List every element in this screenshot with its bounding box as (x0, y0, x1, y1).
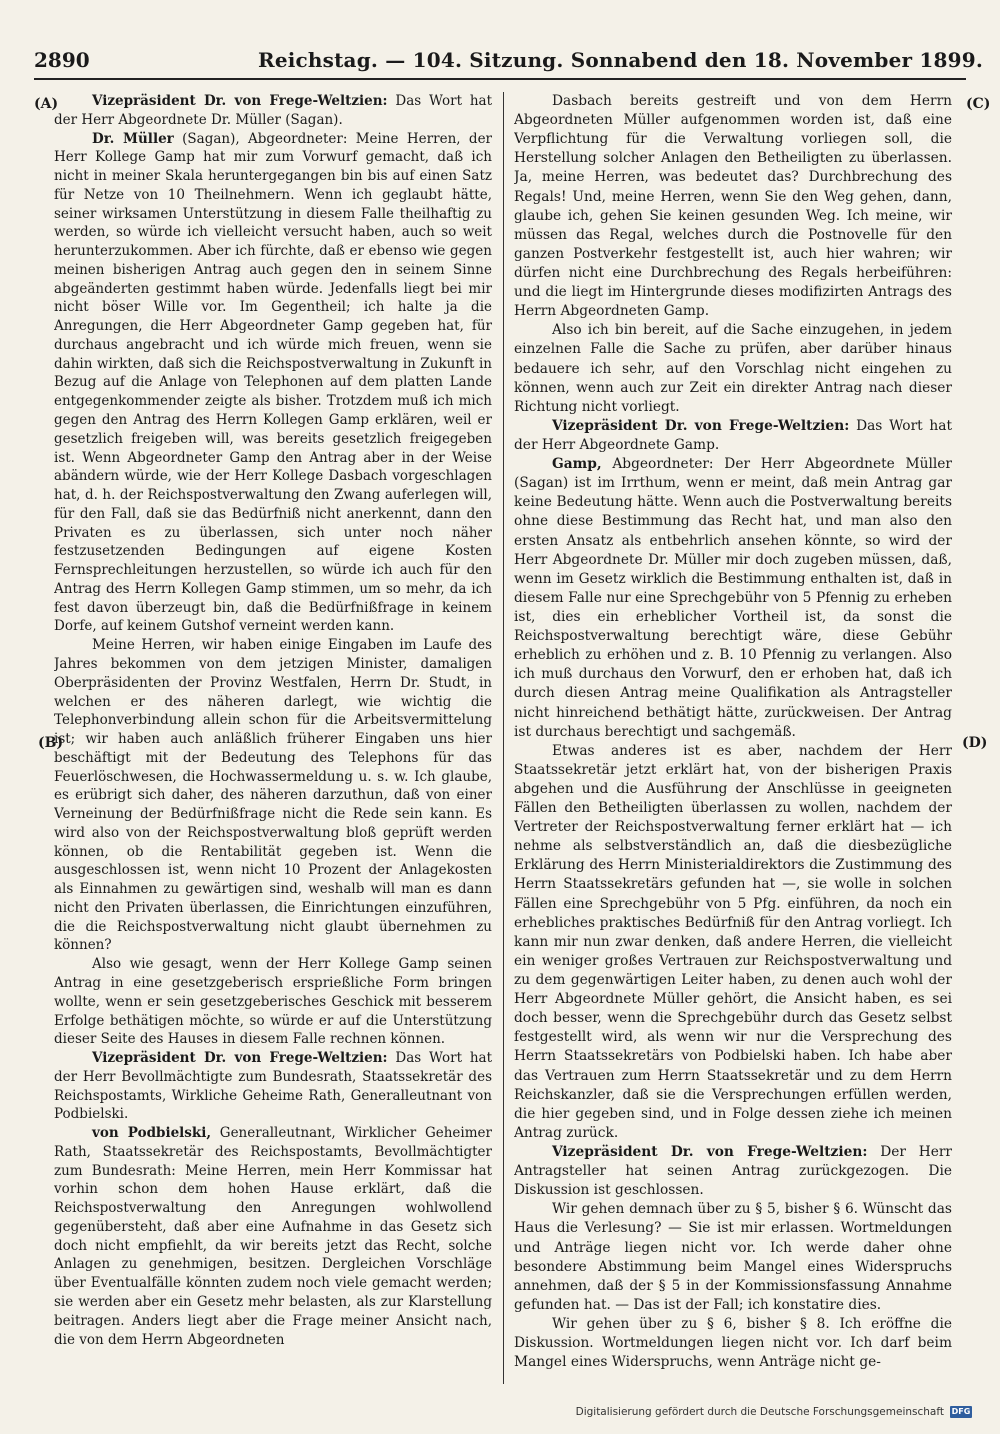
paragraph (514, 1143, 952, 1200)
paragraph-text: Wir gehen über zu § 6, bisher § 8. Ich eröffne die Diskussion. Wortmeldungen liegen nicht vor. Ich darf beim Mangel eines Widerspruchs, wenn Anträge nicht ge- (514, 1316, 952, 1371)
paragraph (514, 417, 952, 455)
paragraph (54, 636, 492, 955)
paragraph (54, 92, 492, 130)
paragraph-text: Das Wort hat der Herr Abgeordnete Dr. Müller (Sagan). (54, 93, 492, 128)
paragraph-text: Wir gehen demnach über zu § 5, bisher § 6. Wünscht das Haus die Verlesung? — Sie ist mir erlassen. Wortmeldungen und Anträge liegen nicht vor. Ich werde daher ohne besondere Abstimmung beim Mangel eines Widerspruchs annehmen, daß der § 5 in der Kommissionsfassung Annahme gefunden hat. — Das ist der Fall; ich konstatire dies. (514, 1201, 952, 1313)
paragraph-text: Der Herr Antragsteller hat seinen Antrag zurückgezogen. Die Diskussion ist geschlossen. (514, 1144, 952, 1199)
header-rule (34, 78, 966, 80)
running-title: Reichstag. — 104. Sitzung. Sonnabend den 18. November 1899. (258, 48, 984, 72)
paragraph-text: Also wie gesagt, wenn der Herr Kollege Gamp seinen Antrag in eine gesetzgeberisch ersprießliche Form bringen wollte, wenn er sein gesetzgeberisches Geschick mit besserem Erfolge bethätigen möchte, so würde er auf die Unterstützung dieser Seite des Hauses in diesem Falle rechnen können. (54, 956, 492, 1048)
paragraph-text: Abgeordneter: Der Herr Abgeordnete Müller (Sagan) ist im Irrthum, wenn er meint, daß mein Antrag gar keine Bedeutung hätte. Wenn auch die Postverwaltung bereits ohne diese Bestimmung das Recht hat, und man also den ersten Ansatz als entbehrlich ansehen könnte, so wird der Herr Abgeordnete Dr. Müller mir doch zugeben müssen, daß, wenn im Gesetz wirklich die Bestimmung enthalten ist, daß in diesem Falle nur eine Sprechgebühr von 5 Pfennig zu erheben ist, dies ein erheblicher Vortheil ist, da sonst die Reichspostverwaltung berechtigt wäre, diese Gebühr erheblich zu erhöhen und z. B. 10 Pfennig zu verlangen. Also ich muß durchaus den Vorwurf, den er erhoben hat, daß ich durch diesen Antrag meine Qualifikation als Antragsteller nicht hinreichend bethätigt hätte, zurückweisen. Der Antrag ist durchaus berechtigt und sachgemäß. (514, 456, 952, 740)
speaker-name: Vizepräsident Dr. von Frege-Weltzien: (92, 1050, 388, 1067)
paragraph (54, 1124, 492, 1349)
page-number: 2890 (34, 48, 90, 72)
paragraph-text: Das Wort hat der Herr Bevollmächtigte zum Bundesrath, Staatssekretär des Reichspostamts, Wirkliche Geheime Rath, Generalleutnant von Podbielski. (54, 1050, 492, 1123)
speaker-name: von Podbielski, (92, 1125, 212, 1142)
speaker-name: Vizepräsident Dr. von Frege-Weltzien: (552, 1144, 868, 1161)
paragraph (514, 321, 952, 417)
paragraph (54, 955, 492, 1049)
paragraph (514, 742, 952, 1143)
paragraph (54, 1049, 492, 1124)
paragraph-text: Generalleutnant, Wirklicher Geheimer Rath, Staatssekretär des Reichspostamts, Bevollmächtigter zum Bundesrath: Meine Herren, mein Herr Kommissar hat vorhin schon dem hohen Hause erklärt, daß die Reichspostverwaltung den Anregungen wohlwollend gegenübersteht, daß aber eine Aufnahme in das Gesetz sich doch nicht empfiehlt, da wir bereits jetzt das Recht, solche Anlagen zu genehmigen, besitzen. Dergleichen Vorschläge über Eventualfälle könnten zudem noch viele gemacht werden; sie werden aber ein Gesetz mehr belasten, als zur Klarstellung beitragen. Anders liegt aber die Frage meiner Ansicht nach, die von dem Herrn Abgeordneten (54, 1125, 492, 1348)
margin-marker-b: (B) (38, 735, 64, 751)
right-column (514, 92, 952, 1384)
paragraph-text: Meine Herren, wir haben einige Eingaben im Laufe des Jahres bekommen von dem jetzigen Minister, damaligen Oberpräsidenten der Provinz Westfalen, Herrn Dr. Studt, in welchen er des näheren darlegt, wie wichtig die Telephonverbindung allein schon für die Arbeitsvermittelung ist; wir haben auch anläßlich früherer Eingaben uns hier beschäftigt mit der Bedeutung des Telephons für das Feuerlöschwesen, die Hochwassermeldung u. s. w. Ich glaube, es erübrigt sich daher, des näheren darzuthun, daß von einer Verneinung der Bedürfnißfrage nicht die Rede sein kann. Es wird also von der Reichspostverwaltung bloß geprüft werden können, ob die Rentabilität gegeben ist. Wenn die ausgeschlossen ist, wenn nicht 10 Prozent der Anlagekosten als Einnahmen zu gewärtigen sind, weshalb will man es dann nicht den Privaten überlassen, die Einrichtungen einzuführen, die die Reichspostverwaltung nicht glaubt übernehmen zu können? (54, 637, 492, 954)
paragraph (54, 130, 492, 637)
paragraph-text: Dasbach bereits gestreift und von dem Herrn Abgeordneten Müller aufgenommen worden ist, daß eine Verpflichtung für die Verwaltung vorliegen soll, die Herstellung solcher Anlagen den Betheiligten zu überlassen. Ja, meine Herren, was bedeutet das? Durchbrechung des Regals! Und, meine Herren, wenn Sie den Weg gehen, dann, glaube ich, gehen Sie keinen gesunden Weg. Ich meine, wir müssen das Regal, welches durch die Postnovelle für den ganzen Postverkehr festgestellt ist, auch hier wahren; wir dürfen nicht eine Durchbrechung des Regals herbeiführen: und die liegt im Hintergrunde dieses modifizirten Antrags des Herrn Abgeordneten Gamp. (514, 93, 952, 320)
speaker-name: Gamp, (552, 456, 602, 473)
page-footer (576, 1402, 972, 1422)
margin-marker-d: (D) (962, 735, 988, 751)
margin-marker-c: (C) (966, 96, 991, 112)
margin-marker-a: (A) (34, 96, 59, 112)
paragraph-text: Etwas anderes ist es aber, nachdem der Herr Staatssekretär jetzt erklärt hat, von der bisherigen Praxis abgehen und die Ausführung der Anschlüsse in geeigneten Fällen den Betheiligten überlassen zu wollen, nachdem der Vertreter der Reichspostverwaltung ferner erklärt hat — ich nehme als selbstverständlich an, daß die diesbezügliche Erklärung des Herrn Ministerialdirektors die Zustimmung des Herrn Staatssekretärs gefunden hat —, sie wolle in solchen Fällen eine Sprechgebühr von 5 Pfg. einführen, da noch ein erhebliches praktisches Bedürfniß für den Antrag vorliegt. Ich kann mir nun zwar denken, daß andere Herren, die vielleicht ein weniger großes Vertrauen zur Reichspostverwaltung und zu dem gegenwärtigen Leiter haben, zu denen auch wohl der Herr Abgeordnete Müller gehört, die Ansicht haben, es sei doch besser, wenn die Sprechgebühr durch das Gesetz selbst festgestellt wird, als wenn wir nur die Versprechung des Herrn Staatssekretärs von Podbielski haben. Ich habe aber das Vertrauen zum Herrn Staatssekretär und zu dem Herrn Reichskanzler, daß sie die Versprechungen erfüllen werden, die hier gegeben sind, und in Folge dessen ziehe ich meinen Antrag zurück. (514, 742, 952, 1141)
paragraph-text: (Sagan), Abgeordneter: Meine Herren, der Herr Kollege Gamp hat mir zum Vorwurf gemacht, daß ich nicht in meiner Skala heruntergegangen bin bis auf einen Satz für Netze von 10 Theilnehmern. Wenn ich geglaubt hätte, seiner wirksamen Unterstützung in diesem Falle theilhaftig zu werden, so würde ich vielleicht versucht haben, auch so weit herunterzukommen. Aber ich fürchte, daß er ebenso wie gegen meinen bisherigen Antrag auch gegen den in seinem Sinne abgeänderten gestimmt haben würde. Jedenfalls liegt bei mir nicht böser Wille vor. Im Gegentheil; ich halte ja die Anregungen, die Herr Abgeordneter Gamp gegeben hat, für durchaus angebracht und ich würde mich freuen, wenn sie dahin wirkten, daß sich die Reichspostverwaltung in Zukunft in Bezug auf die Anlage von Telephonen auf dem platten Lande entgegenkommender zeigte als bisher. Trotzdem muß ich mich gegen den Antrag des Herrn Kollegen Gamp erklären, weil er gesetzlich freigeben will, was bereits gesetzlich freigegeben ist. Wenn Abgeordneter Gamp den Antrag aber in der Weise abändern würde, wie der Herr Kollege Dasbach vorgeschlagen hat, d. h. der Reichspostverwaltung den Zwang auferlegen will, für den Fall, daß sie das Bedürfniß nicht anerkennt, dann den Privaten es zu überlassen, sich unter noch näher festzusetzenden Bedingungen auf eigene Kosten Fernsprechleitungen herzustellen, so würde ich auch für den Antrag des Herrn Kollegen Gamp stimmen, um so mehr, da ich fest davon überzeugt bin, daß die Bedürfnißfrage in keinem Dorfe, auf keinem Gutshof verneint werden kann. (54, 130, 492, 635)
paragraph (514, 92, 952, 321)
left-column (54, 92, 492, 1384)
paragraph-text: Also ich bin bereit, auf die Sache einzugehen, in jedem einzelnen Falle die Sache zu prüfen, aber darüber hinaus bedauere ich sehr, auf den Vorschlag nicht eingehen zu können, wenn auch zur Zeit ein direkter Antrag nach dieser Richtung nicht vorliegt. (514, 322, 952, 415)
column-divider (503, 92, 504, 1384)
funding-note: Digitalisierung gefördert durch die Deutsche Forschungsgemeinschaft (575, 1406, 944, 1418)
page-header (34, 40, 984, 74)
speaker-name: Vizepräsident Dr. von Frege-Weltzien: (552, 417, 850, 434)
paragraph (514, 1200, 952, 1315)
speaker-name: Dr. Müller (92, 130, 174, 147)
speaker-name: Vizepräsident Dr. von Frege-Weltzien: (92, 93, 388, 109)
paragraph (514, 1315, 952, 1372)
paragraph-text: Das Wort hat der Herr Abgeordnete Gamp. (514, 417, 952, 453)
paragraph (514, 455, 952, 742)
dfg-logo-icon: DFG (951, 1407, 971, 1416)
